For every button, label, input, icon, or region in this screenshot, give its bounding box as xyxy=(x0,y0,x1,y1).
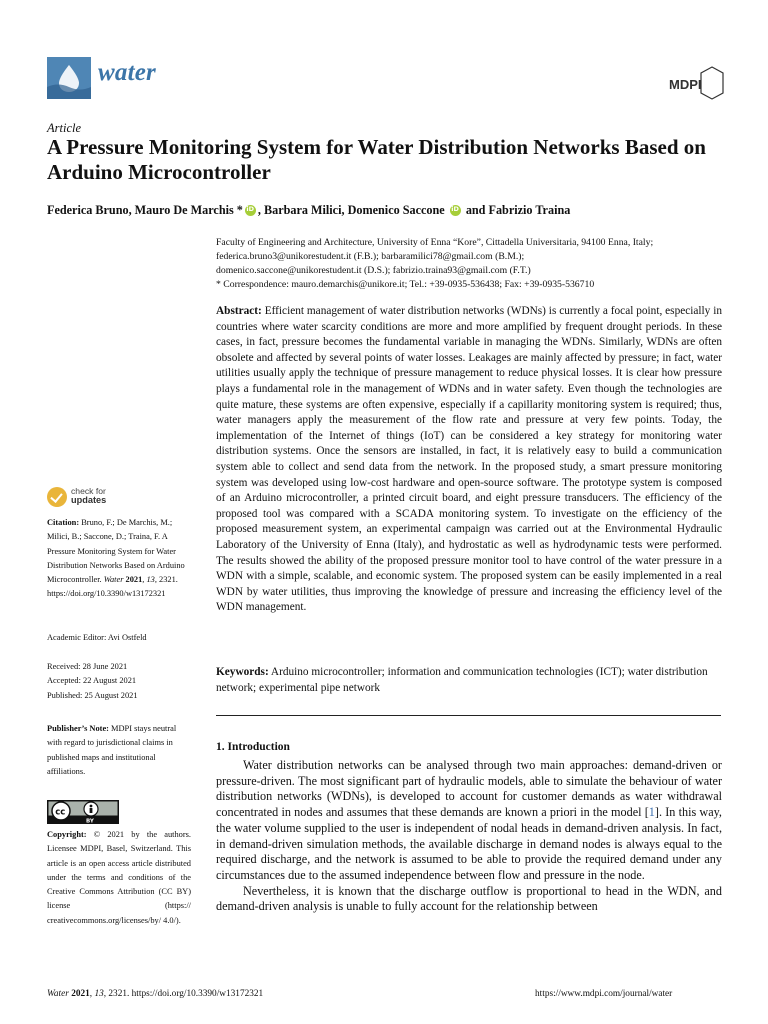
paragraph-text: Water distribution networks can be analysed through two main approaches: demand-driven or pressure-driven. The most significant part of hydraulic models, able to simulate the behaviour of water distribution networks (WDNs), is developed to account for customer demands as water withdrawal concentrated in nodes and assumes that these demands are known a priori in the model [ xyxy=(216,758,722,820)
footer-citation: Water 2021, 13, 2321. https://doi.org/10.3390/w13172321 xyxy=(47,989,264,999)
authors-part-3: and Fabrizio Traina xyxy=(462,203,571,217)
citation-year: 2021 xyxy=(125,575,143,585)
paragraph: Nevertheless, it is known that the discharge outflow is proportional to head in the WDN, and demand-driven analysis is unable to fully account for the relationship between xyxy=(216,883,722,914)
paragraph-text: ]. In this way, the water volume supplied to the user is independent of nodal heads in demand-driven analysis. In fact, in demand-driven simulation methods, the available discharge in demand nodes is always equal to the required discharge, and the network is assumed to be able to provide the required demand under any circumstances due to the assumed independence between flow and pressure in the node. xyxy=(216,805,722,882)
citation-doi[interactable]: , 2321. https://doi.org/10.3390/w13172321 xyxy=(47,575,178,599)
abstract-text: Efficient management of water distribution networks (WDNs) is currently a focal point, especially in countries where water scarcity conditions are more and more amplified by frequent drought periods. In these cases, in fact, pressure becomes the fundamental variable in managing the WDNs. Similarly, WDNs are often obsolete and affected by several points of water losses. Leakages are mainly affected by pressure; in fact, water utilities usually apply the technique of pressure management to reduce physical losses. It is clear how pressure plays a fundamental role in the management of WDNs and in water safety. Even though the technologies are quite mature, these systems are often expensive, especially if a capillarity monitoring system is required; thus, water managers apply the measurement of the flow rate and pressure at very few points. Today, the implementation of the Internet of things (IoT) can be considered a key strategy for monitoring water distribution systems. Once the sensors are installed, in fact, it is relatively easy to build a communication system able to collect and send data from the network. In the proposed study, a smart pressure monitoring system was developed using low-cost hardware and open-source software. The prototype system is composed of an Arduino microcontroller, a printed circuit board, and eight pressure transducers. The efficiency of the proposed tool was compared with a SCADA monitoring system. To investigate on the efficiency of the proposed measurement system, an experimental campaign was carried out at the Environmental Hydraulic Laboratory of the University of Enna (Italy), and hydrostatic as well as hydrodynamic tests were performed. The results showed the ability of the proposed pressure monitor tool to have control of the water pressure in a WDN with a simple, scalable, and economic system. The proposed system can be easily implemented in a real WDN by water utilities, thus improving the knowledge of pressure and increasing the efficiency level of the WDN management. xyxy=(216,305,722,614)
article-title: A Pressure Monitoring System for Water Distribution Networks Based on Arduino Microcontroller xyxy=(47,135,706,184)
correspondence-line: * Correspondence: mauro.demarchis@unikore.it; Tel.: +39-0935-536438; Fax: +39-0935-536710 xyxy=(216,279,595,290)
water-drop-icon xyxy=(47,57,91,99)
affiliation-line: federica.bruno3@unikorestudent.it (F.B.); barbaramilici78@gmail.com (B.M.); xyxy=(216,251,525,262)
keywords-text: Arduino microcontroller; information and communication technologies (ICT); water distribution network; experimental pipe network xyxy=(216,666,708,694)
received-date: Received: 28 June 2021 xyxy=(47,662,128,671)
published-date: Published: 25 August 2021 xyxy=(47,690,138,700)
updates-label: updates xyxy=(71,495,107,505)
affiliation-line: domenico.saccone@unikorestudent.it (D.S.); fabrizio.traina93@gmail.com (F.T.) xyxy=(216,265,531,276)
authors-part-1: Federica Bruno, Mauro De Marchis * xyxy=(47,203,243,217)
cc-by-label: BY xyxy=(86,818,94,824)
publisher-note-text: MDPI stays neutral with regard to jurisdictional claims in published maps and institutional affiliations. xyxy=(47,724,177,776)
copyright-label: Copyright: xyxy=(47,830,87,839)
copyright-block xyxy=(47,828,191,928)
affiliations xyxy=(216,236,726,292)
citation-block: Citation: Bruno, F.; De Marchis, M.; Milici, B.; Saccone, D.; Traina, F. A Pressure Monitoring System for Water Distribution Networks Based on Arduino Microcontroller. Water 2021, 13, 2321. https://doi.org/10.3390/w13172321 xyxy=(47,518,185,599)
svg-text:cc: cc xyxy=(55,807,66,818)
introduction-body xyxy=(216,758,722,915)
publisher-name: MDPI xyxy=(669,77,702,92)
journal-logo xyxy=(47,57,91,99)
check-for-updates-icon[interactable] xyxy=(47,487,67,507)
journal-name: water xyxy=(98,59,156,86)
check-for-updates-button[interactable] xyxy=(71,487,106,505)
accepted-date: Accepted: 22 August 2021 xyxy=(47,676,137,686)
check-label: check for xyxy=(71,486,106,496)
orcid-icon[interactable] xyxy=(450,205,461,216)
footer-journal-url[interactable]: https://www.mdpi.com/journal/water xyxy=(535,989,673,999)
academic-editor: Academic Editor: Avi Ostfeld xyxy=(47,633,147,642)
citation-volume: 13 xyxy=(146,575,155,585)
citation-journal: Water xyxy=(103,575,124,585)
footer-volume: 13 xyxy=(94,989,104,999)
footer-year: 2021 xyxy=(71,989,90,999)
author-list xyxy=(47,203,570,218)
publisher-note-label: Publisher’s Note: xyxy=(47,724,109,733)
orcid-icon[interactable] xyxy=(245,205,256,216)
cc-by-license-badge[interactable] xyxy=(47,800,119,824)
affiliation-line: Faculty of Engineering and Architecture, University of Enna “Kore”, Cittadella Universitaria, 94100 Enna, Italy; xyxy=(216,237,654,248)
footer-journal: Water xyxy=(47,989,69,999)
footer-doi[interactable]: , 2321. https://doi.org/10.3390/w13172321 xyxy=(103,989,264,999)
copyright-text: © 2021 by the authors. Licensee MDPI, Basel, Switzerland. This article is an open access article distributed under the terms and conditions of the Creative Commons Attribution (CC BY) license (https:// creativecommons.org/licenses/by/ 4.0/). xyxy=(47,830,192,925)
dates-block xyxy=(47,660,191,703)
publisher-logo xyxy=(668,66,724,100)
section-heading: 1. Introduction xyxy=(216,741,290,753)
citation-label: Citation: xyxy=(47,518,80,527)
keywords-label: Keywords: xyxy=(216,666,269,678)
citation-text: Bruno, F.; De Marchis, M.; Milici, B.; Saccone, D.; Traina, F. A Pressure Monitoring System for Water Distribution Networks Based on Arduino Microcontroller. xyxy=(47,518,185,585)
reference-link[interactable]: 1 xyxy=(648,805,655,820)
section-divider xyxy=(216,715,721,716)
authors-part-2: , Barbara Milici, Domenico Saccone xyxy=(257,203,445,217)
abstract xyxy=(216,304,722,616)
paragraph xyxy=(216,758,722,884)
keywords xyxy=(216,665,722,696)
publisher-note xyxy=(47,722,191,779)
abstract-label: Abstract: xyxy=(216,305,262,317)
article-type: Article xyxy=(47,121,82,135)
